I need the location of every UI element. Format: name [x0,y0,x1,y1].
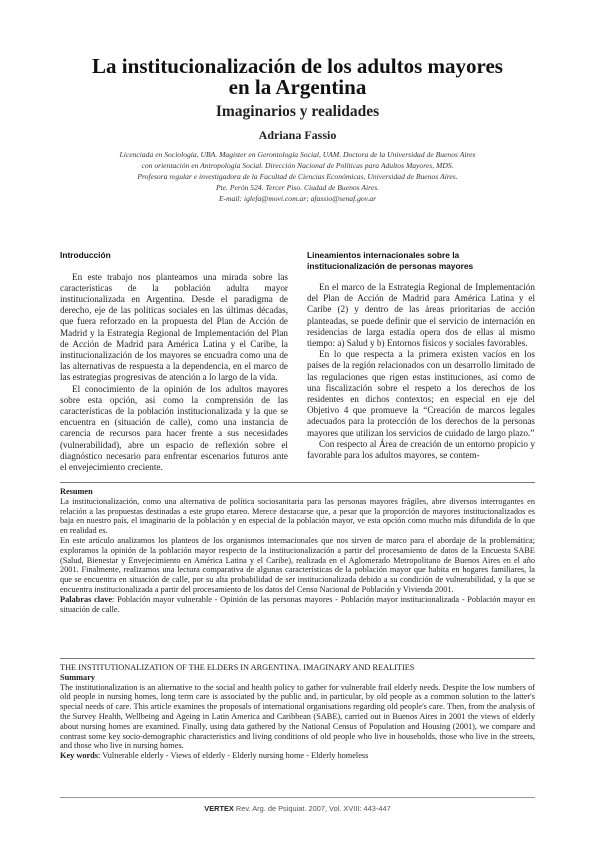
article-title-line-2: en la Argentina [228,75,367,99]
body-paragraph: En el marco de la Estrategia Regional de Implementación del Plan de Acción de Madrid para América Latina y el Caribe (2) y dentro de las áreas prioritarias de acción planteadas, se puede definir que el servicio de internación en residencias de larga estadía opera dos de ellas al mismo tiempo: a) Salud y b) Entornos físicos y sociales favorables. [307,282,535,349]
author-affiliation [40,149,555,204]
summary-keywords [60,751,535,761]
introduction-column [60,250,288,473]
body-paragraph: Con respecto al Área de creación de un entorno propicio y favorable para los adultos mayores, se contem- [307,438,535,461]
body-paragraph: En lo que respecta a la primera existen vacíos en los países de la región relacionados con un desarrollo limitado de las regulaciones que rigen estas instituciones, así como de una fiscalización sobre el respeto a los derechos de los residentes en dichos contextos; en especial en eje del Objetivo 4 que promueve la “Creación de marcos legales adecuados para la protección de los derechos de la personas mayores que utilizan los servicios de cuidado de largo plazo.” [307,349,535,438]
affiliation-line: Licenciada en Sociología, UBA. Magister en Gerontología Social, UAM. Doctora de la Universidad de Buenos Aires [119,150,476,159]
author-name: Adriana Fassio [258,128,337,142]
summary-block [60,663,535,761]
journal-citation: Rev. Arg. de Psiquiat. 2007, Vol. XVIII: 443-447 [233,804,391,813]
summary-paragraph: The institutionalization is an alternative to the social and health policy to gather for vulnerable frail elderly needs. Despite the low numbers of old people in nursing homes, long term care is associated by the public and, in particular, by old people as a common solution to the latter's special needs of care. This article examines the proposals of international organisations regarding old people's care. Then, from the analysis of the Survey Health, Wellbeing and Ageing in Latin America and Caribbean (SABE), carried out in Buenos Aires in 2001 the views of elderly about nursing homes are examined. Finally, using data gathered by the National Census of Population and Housing (2001), we compare and contrast some key socio-demographic characteristics and living conditions of old people who live in households, those who live in the streets, and those who live in nursing homes. [60,682,535,751]
summary-top-divider [60,658,535,659]
resumen-paragraph: La institucionalización, como una alternativa de política sociosanitaria para las personas mayores frágiles, abre diversos interrogantes en relación a las propuestas destinadas a este grupo etareo. Merece destacarse que, a pesar que la proporción de mayores institucionalizados es baja en nuestro país, el imaginario de la población y en especial de la población mayor, ve esta opción como mucho más difundida de lo que en realidad es. [60,496,535,536]
guidelines-heading [307,250,535,271]
resumen-keywords [60,595,535,615]
article-subtitle: Imaginarios y realidades [215,103,380,120]
guidelines-heading-line-2: institucionalización de personas mayores [307,260,474,271]
keywords-text: : Vulnerable elderly - Views of elderly - Elderly nursing home - Elderly homeless [98,751,369,761]
abstract-top-divider [60,482,535,483]
guidelines-column [307,250,535,461]
body-paragraph: En este trabajo nos planteamos una mirada sobre las características de la población adulta mayor institucionalizada en Argentina. Desde el paradigma de derecho, eje de las políticas sociales en las últimas décadas, que fuera reforzado en la propuesta del Plan de Acción de Madrid y la Estrategia Regional de Implementación del Plan de Acción de Madrid para América Latina y el Caribe, la institucionalización de los mayores se encuadra como una de las alternativas de respuesta a la dependencia, en el marco de las estrategias progresivas de atención a lo largo de la vida. [60,271,288,383]
article-title [40,56,555,98]
resumen-label: Resumen [60,487,93,496]
affiliation-line: Pte. Perón 524. Tercer Piso. Ciudad de Buenos Aires. [215,183,380,192]
resumen-paragraph: En este artículo analizamos los planteos de los organismos internacionales que nos sirven de marco para el abordaje de la problemática; exploramos la opinión de la población mayor respecto de la institucionalización a partir del procesamiento de datos de la Encuesta SABE (Salud, Bienestar y Envejecimiento en América Latina y el Caribe), realizada en el Aglomerado Metropolitano de Buenos Aires en el año 2001. Finalmente, realizamos una lectura comparativa de algunas características de la población mayor que habita en hogares familiares, la que se encuentra en situación de calle, por su alta probabilidad de ser institucionalizada debido a su condición de vulnerabilidad, y la que se encuentra institucionalizada a partir del procesamiento de los datos del Censo Nacional de Población y Vivienda 2001. [60,535,535,594]
footer-divider [60,797,535,798]
affiliation-line: con orientación en Antropología Social. Dirección Nacional de Políticas para Adultos Mayores, MDS. [141,161,454,170]
keywords-label: Key words [60,751,99,761]
author-email: E-mail: iglefa@movi.com.ar; afassio@senaf.gov.ar [218,194,377,203]
journal-brand: VERTEX [204,804,234,813]
article-title-line-1: La institucionalización de los adultos mayores [92,54,503,78]
resumen-block [60,487,535,614]
journal-footer [60,804,535,813]
introduction-heading: Introducción [60,250,111,260]
keywords-label: Palabras clave [60,594,113,604]
affiliation-line: Profesora regular e investigadora de la Facultad de Ciencias Económicas, Universidad de Buenos Aires. [137,172,458,181]
summary-title: THE INSTITUTIONALIZATION OF THE ELDERS IN ARGENTINA. IMAGINARY AND REALITIES [60,663,415,672]
guidelines-heading-line-1: Lineamientos internacionales sobre la [307,250,460,260]
keywords-text: : Población mayor vulnerable - Opinión de las personas mayores - Población mayor institucionalizada - Población mayor en situación de calle. [60,594,535,614]
body-paragraph: El conocimiento de la opinión de los adultos mayores sobre esta opción, así como la comprensión de las características de la población institucionalizada y la que se encuentra en (situación de calle), como una instancia de carencia de recursos para hacer frente a sus necesidades (vulnerabilidad), abre un espacio de reflexión sobre el diagnóstico necesario para enfrentar escenarios futuros ante el envejecimiento creciente. [60,383,288,472]
summary-label: Summary [60,672,96,682]
